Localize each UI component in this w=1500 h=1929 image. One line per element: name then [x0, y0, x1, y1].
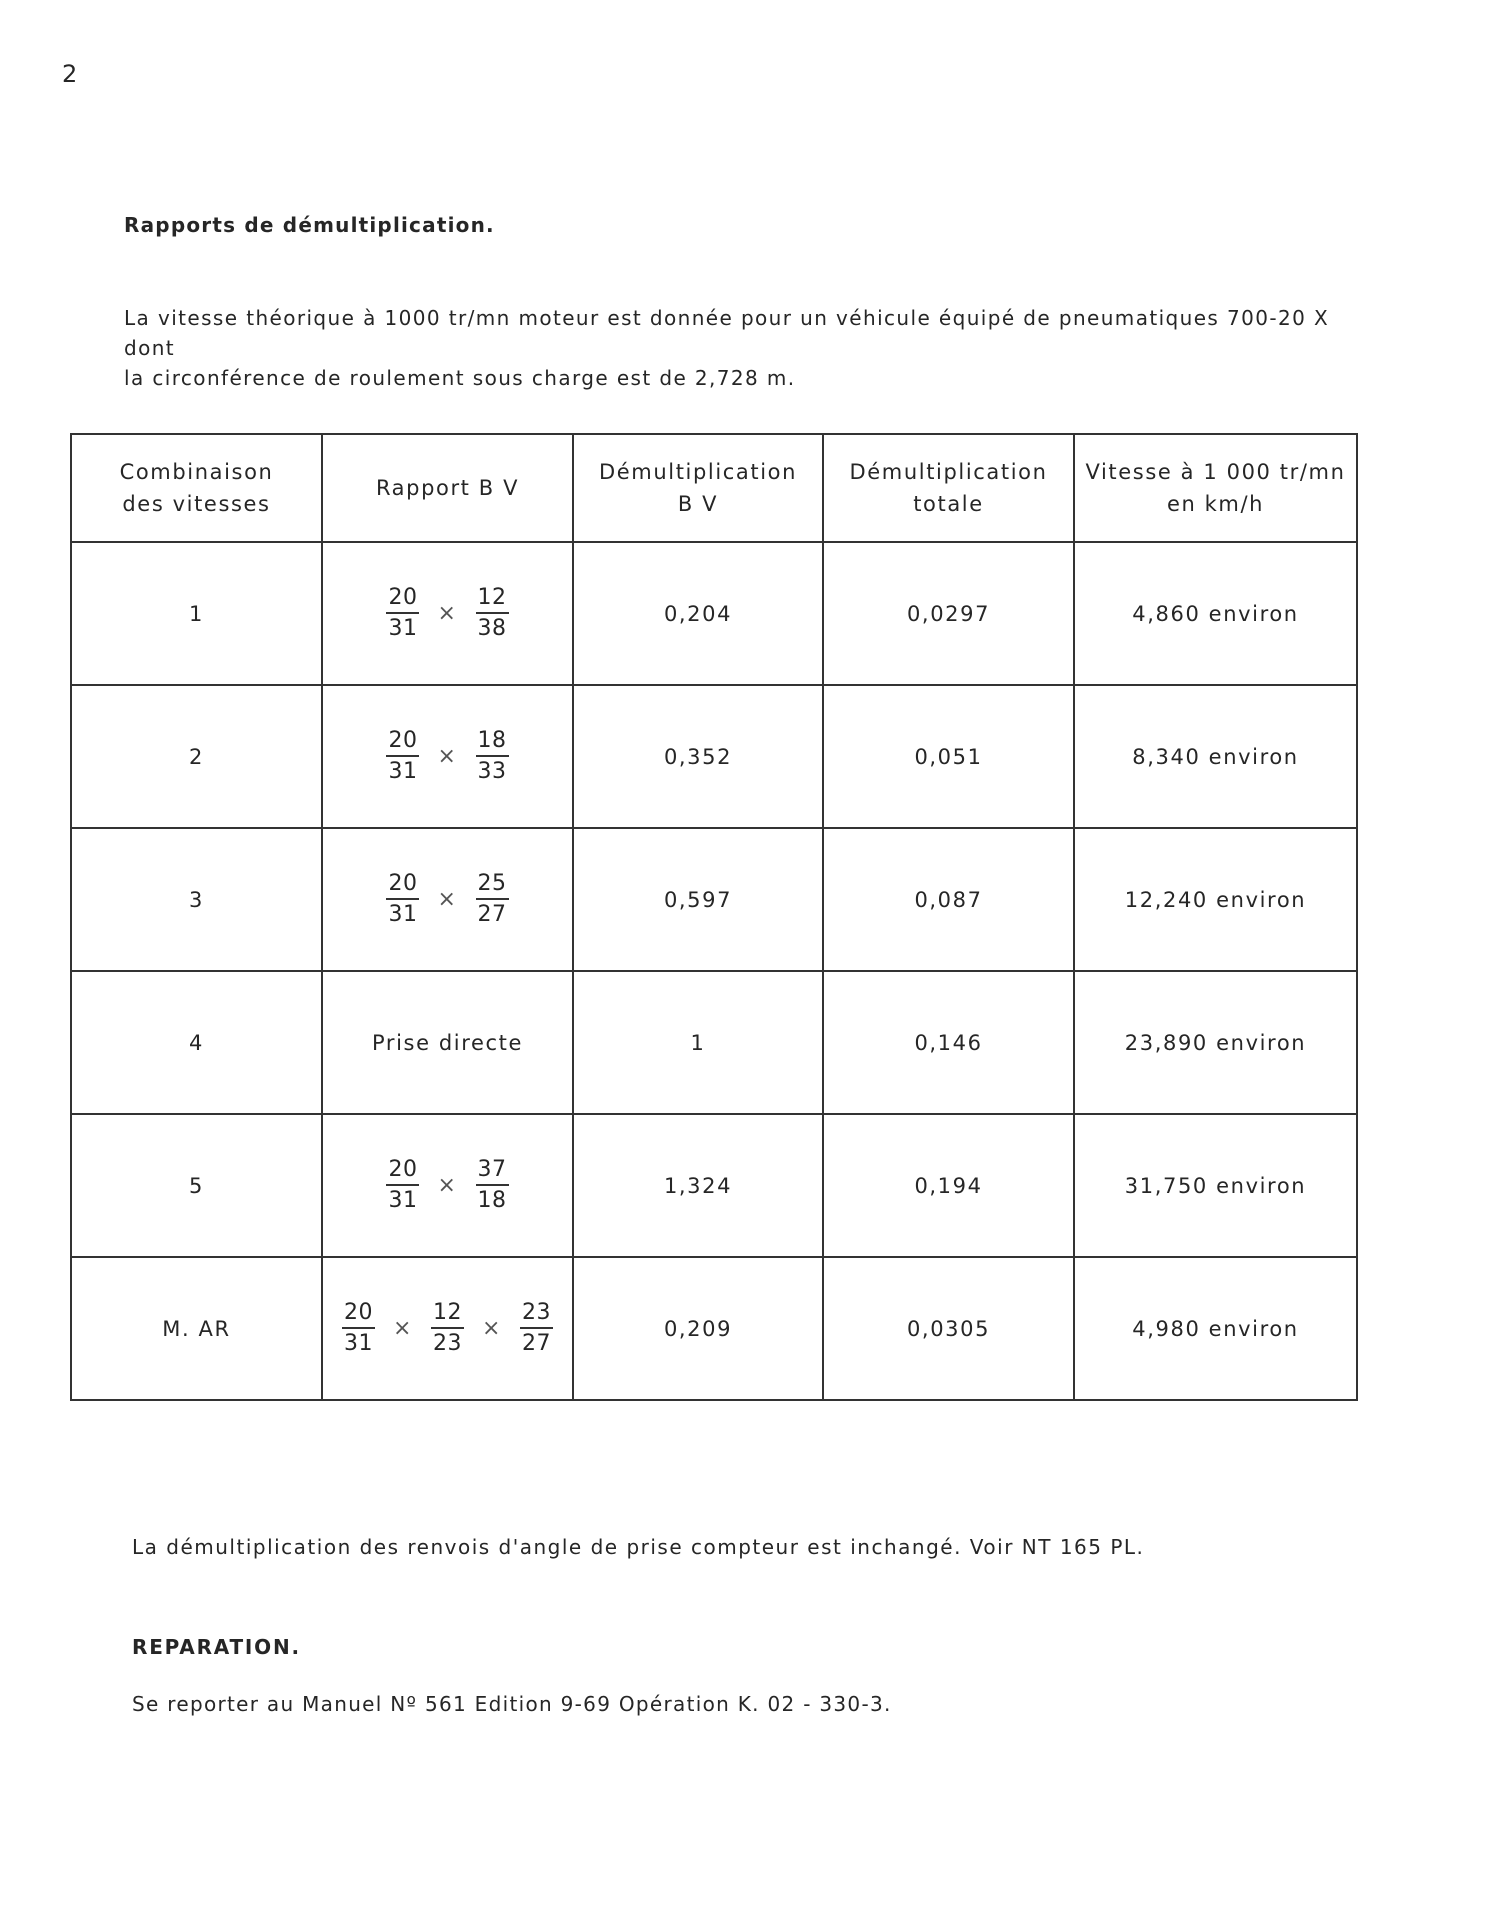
- fraction-denominator: 23: [433, 1331, 462, 1356]
- repair-heading: REPARATION.: [132, 1635, 301, 1659]
- fraction-denominator: 31: [388, 1188, 418, 1213]
- header-text: Démultiplication: [849, 460, 1048, 484]
- ratio-cell: [322, 1257, 573, 1400]
- fraction-denominator: 27: [477, 902, 507, 927]
- fraction: [476, 871, 509, 928]
- fraction: [476, 728, 509, 785]
- header-text: des vitesses: [122, 492, 271, 516]
- table-body: [71, 542, 1357, 1400]
- ratio-expression: [386, 585, 508, 642]
- fraction-numerator: 20: [386, 585, 419, 614]
- fraction-numerator: 25: [476, 871, 509, 900]
- fraction-numerator: 20: [386, 1157, 419, 1186]
- fraction-denominator: 31: [388, 759, 418, 784]
- fraction: [476, 1157, 509, 1214]
- section-title: Rapports de démultiplication.: [124, 213, 495, 237]
- fraction-denominator: 31: [388, 616, 418, 641]
- fraction: [386, 728, 419, 785]
- header-text: B V: [677, 492, 719, 516]
- intro-paragraph: [124, 303, 1344, 393]
- fraction-numerator: 20: [386, 728, 419, 757]
- total-reduction-cell: 0,0305: [823, 1257, 1074, 1400]
- total-reduction-cell: 0,051: [823, 685, 1074, 828]
- total-reduction-cell: 0,087: [823, 828, 1074, 971]
- gearbox-reduction-cell: 0,209: [573, 1257, 823, 1400]
- fraction: [520, 1300, 553, 1357]
- ratio-cell: Prise directe: [322, 971, 573, 1114]
- header-text: totale: [913, 492, 984, 516]
- speed-cell: 4,860 environ: [1074, 542, 1357, 685]
- header-gearbox-reduction: [573, 434, 823, 542]
- speed-cell: 12,240 environ: [1074, 828, 1357, 971]
- gearbox-reduction-cell: 0,597: [573, 828, 823, 971]
- fraction-numerator: 20: [386, 871, 419, 900]
- gear-cell: M. AR: [71, 1257, 322, 1400]
- table-row: [71, 971, 1357, 1114]
- fraction-numerator: 18: [476, 728, 509, 757]
- total-reduction-cell: 0,146: [823, 971, 1074, 1114]
- header-text: Combinaison: [119, 460, 274, 484]
- header-gear-combination: [71, 434, 322, 542]
- fraction-denominator: 27: [522, 1331, 552, 1356]
- header-total-reduction: [823, 434, 1074, 542]
- header-text: Démultiplication: [599, 460, 797, 484]
- times-sign: ×: [437, 1173, 458, 1198]
- gear-cell: 3: [71, 828, 322, 971]
- times-sign: ×: [437, 887, 458, 912]
- header-text: Rapport B V: [375, 476, 520, 500]
- speed-cell: 4,980 environ: [1074, 1257, 1357, 1400]
- times-sign: ×: [392, 1316, 413, 1341]
- gear-cell: 4: [71, 971, 322, 1114]
- gear-cell: 1: [71, 542, 322, 685]
- fraction-numerator: 12: [476, 585, 509, 614]
- ratio-cell: [322, 828, 573, 971]
- ratio-expression: [386, 1157, 508, 1214]
- gearbox-reduction-cell: 1: [573, 971, 823, 1114]
- ratio-cell: [322, 1114, 573, 1257]
- speedometer-note: La démultiplication des renvois d'angle de prise compteur est inchangé. Voir NT 165 PL.: [132, 1535, 1145, 1559]
- fraction: [386, 585, 419, 642]
- table-row: [71, 1114, 1357, 1257]
- fraction-denominator: 31: [343, 1331, 373, 1356]
- header-speed: [1074, 434, 1357, 542]
- table-row: [71, 685, 1357, 828]
- times-sign: ×: [482, 1316, 503, 1341]
- fraction: [431, 1300, 464, 1357]
- times-sign: ×: [437, 744, 458, 769]
- total-reduction-cell: 0,194: [823, 1114, 1074, 1257]
- times-sign: ×: [437, 601, 458, 626]
- table-row: [71, 1257, 1357, 1400]
- ratio-expression: [386, 871, 508, 928]
- ratio-cell: [322, 542, 573, 685]
- speed-cell: 31,750 environ: [1074, 1114, 1357, 1257]
- ratio-expression: [386, 728, 508, 785]
- fraction-denominator: 38: [477, 616, 507, 641]
- fraction-denominator: 31: [388, 902, 418, 927]
- total-reduction-cell: 0,0297: [823, 542, 1074, 685]
- fraction-denominator: 33: [477, 759, 507, 784]
- header-text: Vitesse à 1 000 tr/mn: [1085, 460, 1346, 484]
- table-row: [71, 828, 1357, 971]
- gearbox-reduction-cell: 1,324: [573, 1114, 823, 1257]
- gearbox-reduction-cell: 0,352: [573, 685, 823, 828]
- speed-cell: 23,890 environ: [1074, 971, 1357, 1114]
- repair-reference: Se reporter au Manuel Nº 561 Edition 9-69 Opération K. 02 - 330-3.: [132, 1692, 892, 1716]
- gear-cell: 2: [71, 685, 322, 828]
- fraction-numerator: 37: [476, 1157, 509, 1186]
- fraction-numerator: 12: [431, 1300, 464, 1329]
- table-row: [71, 542, 1357, 685]
- gear-ratio-table: [70, 433, 1358, 1401]
- header-text: en km/h: [1166, 492, 1265, 516]
- fraction: [386, 1157, 419, 1214]
- fraction-numerator: 23: [520, 1300, 553, 1329]
- intro-line: la circonférence de roulement sous charge est de 2,728 m.: [124, 366, 796, 390]
- header-gearbox-ratio: [322, 434, 573, 542]
- gearbox-reduction-cell: 0,204: [573, 542, 823, 685]
- gear-cell: 5: [71, 1114, 322, 1257]
- page-number: 2: [62, 60, 78, 88]
- fraction: [386, 871, 419, 928]
- ratio-cell: [322, 685, 573, 828]
- fraction: [342, 1300, 375, 1357]
- intro-line: La vitesse théorique à 1000 tr/mn moteur est donnée pour un véhicule équipé de pneumatiques 700-20 X dont: [124, 306, 1330, 360]
- ratio-expression: [342, 1300, 553, 1357]
- fraction-denominator: 18: [477, 1188, 507, 1213]
- fraction-numerator: 20: [342, 1300, 375, 1329]
- speed-cell: 8,340 environ: [1074, 685, 1357, 828]
- fraction: [476, 585, 509, 642]
- table-header-row: [71, 434, 1357, 542]
